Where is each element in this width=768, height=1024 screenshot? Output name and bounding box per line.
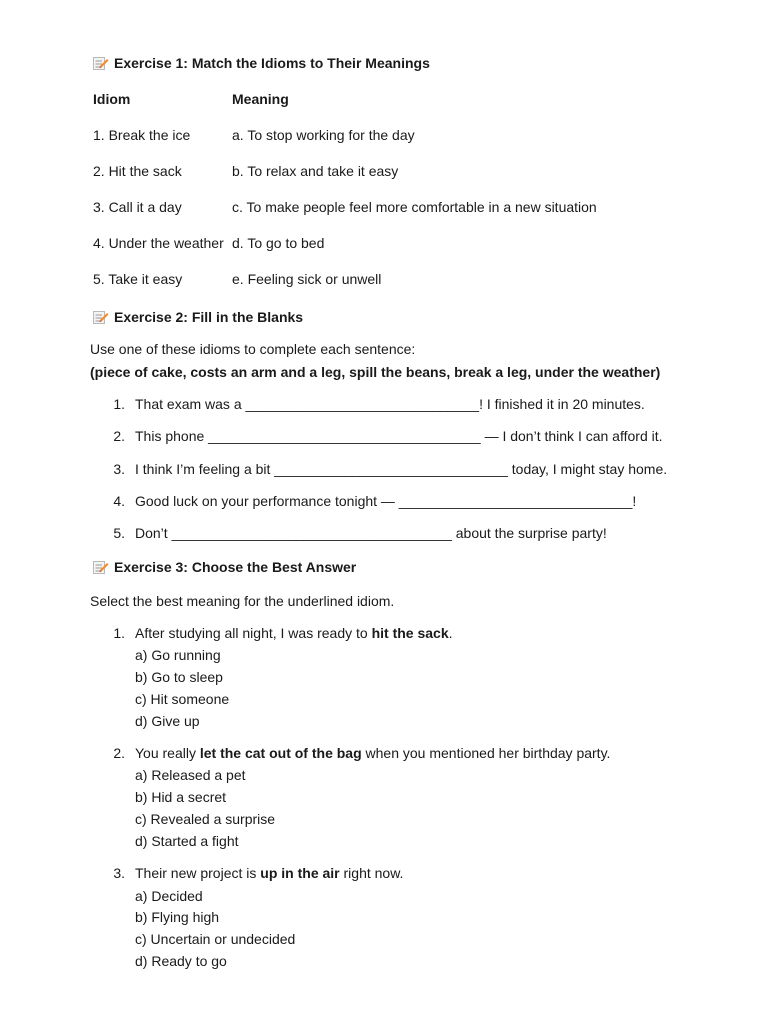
question-text <box>135 865 403 881</box>
answer-option: a) Released a pet <box>135 767 246 783</box>
exercise3-instruction: Select the best meaning for the underlined idiom. <box>90 593 395 609</box>
meaning-item: c. To make people feel more comfortable in a new situation <box>232 199 597 215</box>
question-text-post: . <box>448 625 453 641</box>
item-sentence: This phone ___________________________________ — I don’t think I can afford it. <box>135 428 663 444</box>
meaning-item: b. To relax and take it easy <box>232 163 399 179</box>
answer-option: a) Decided <box>135 888 203 904</box>
exercise2-instruction: Use one of these idioms to complete each sentence: <box>90 341 416 357</box>
question-idiom: up in the air <box>260 865 340 881</box>
question-idiom: let the cat out of the bag <box>199 745 362 761</box>
answer-option: c) Uncertain or undecided <box>135 931 296 947</box>
question-text-pre: After studying all night, I was ready to <box>135 625 372 641</box>
question-number: 1. <box>113 625 125 641</box>
question-text-post: when you mentioned her birthday party. <box>361 745 611 761</box>
exercise2-heading <box>93 309 303 325</box>
item-number: 4. <box>113 493 125 509</box>
question-idiom: hit the sack <box>371 625 449 641</box>
question-text-pre: Their new project is <box>135 865 261 881</box>
exercise3-heading <box>93 559 356 575</box>
answer-option: b) Flying high <box>135 909 220 925</box>
idiom-item: 2. Hit the sack <box>93 163 182 179</box>
column-header-idiom: Idiom <box>93 91 131 107</box>
item-number: 1. <box>113 396 125 412</box>
word-bank: (piece of cake, costs an arm and a leg, spill the beans, break a leg, under the weather) <box>90 364 661 380</box>
memo-icon <box>93 560 109 574</box>
answer-option: a) Go running <box>135 647 221 663</box>
exercise2-title: Exercise 2: Fill in the Blanks <box>114 309 304 325</box>
question-number: 3. <box>113 865 125 881</box>
question-text <box>135 625 453 641</box>
idiom-item: 3. Call it a day <box>93 199 182 215</box>
answer-option: b) Go to sleep <box>135 669 223 685</box>
answer-option: d) Ready to go <box>135 953 227 969</box>
question-text-pre: You really <box>135 745 200 761</box>
idiom-item: 5. Take it easy <box>93 271 183 287</box>
item-sentence: I think I’m feeling a bit ______________________________ today, I might stay home. <box>135 461 668 477</box>
meaning-item: e. Feeling sick or unwell <box>232 271 382 287</box>
exercise1-heading <box>93 55 430 71</box>
answer-option: d) Started a fight <box>135 833 239 849</box>
question-text-post: right now. <box>339 865 404 881</box>
answer-option: c) Hit someone <box>135 691 230 707</box>
exercise3-title: Exercise 3: Choose the Best Answer <box>114 559 357 575</box>
question-number: 2. <box>113 745 125 761</box>
item-number: 3. <box>113 461 125 477</box>
meaning-item: d. To go to bed <box>232 235 325 251</box>
item-number: 2. <box>113 428 125 444</box>
item-sentence: Don’t ____________________________________ about the surprise party! <box>135 525 607 541</box>
meaning-item: a. To stop working for the day <box>232 127 415 143</box>
memo-icon <box>93 310 109 324</box>
exercise1-title: Exercise 1: Match the Idioms to Their Meanings <box>114 55 430 71</box>
item-sentence: Good luck on your performance tonight — ______________________________! <box>135 493 637 509</box>
idiom-item: 1. Break the ice <box>93 127 191 143</box>
answer-option: c) Revealed a surprise <box>135 811 276 827</box>
question-text <box>135 745 610 761</box>
column-header-meaning: Meaning <box>232 91 289 107</box>
memo-icon <box>93 56 109 70</box>
answer-option: b) Hid a secret <box>135 789 227 805</box>
answer-option: d) Give up <box>135 713 200 729</box>
idiom-item: 4. Under the weather <box>93 235 224 251</box>
item-sentence: That exam was a ______________________________! I finished it in 20 minutes. <box>135 396 645 412</box>
item-number: 5. <box>113 525 125 541</box>
